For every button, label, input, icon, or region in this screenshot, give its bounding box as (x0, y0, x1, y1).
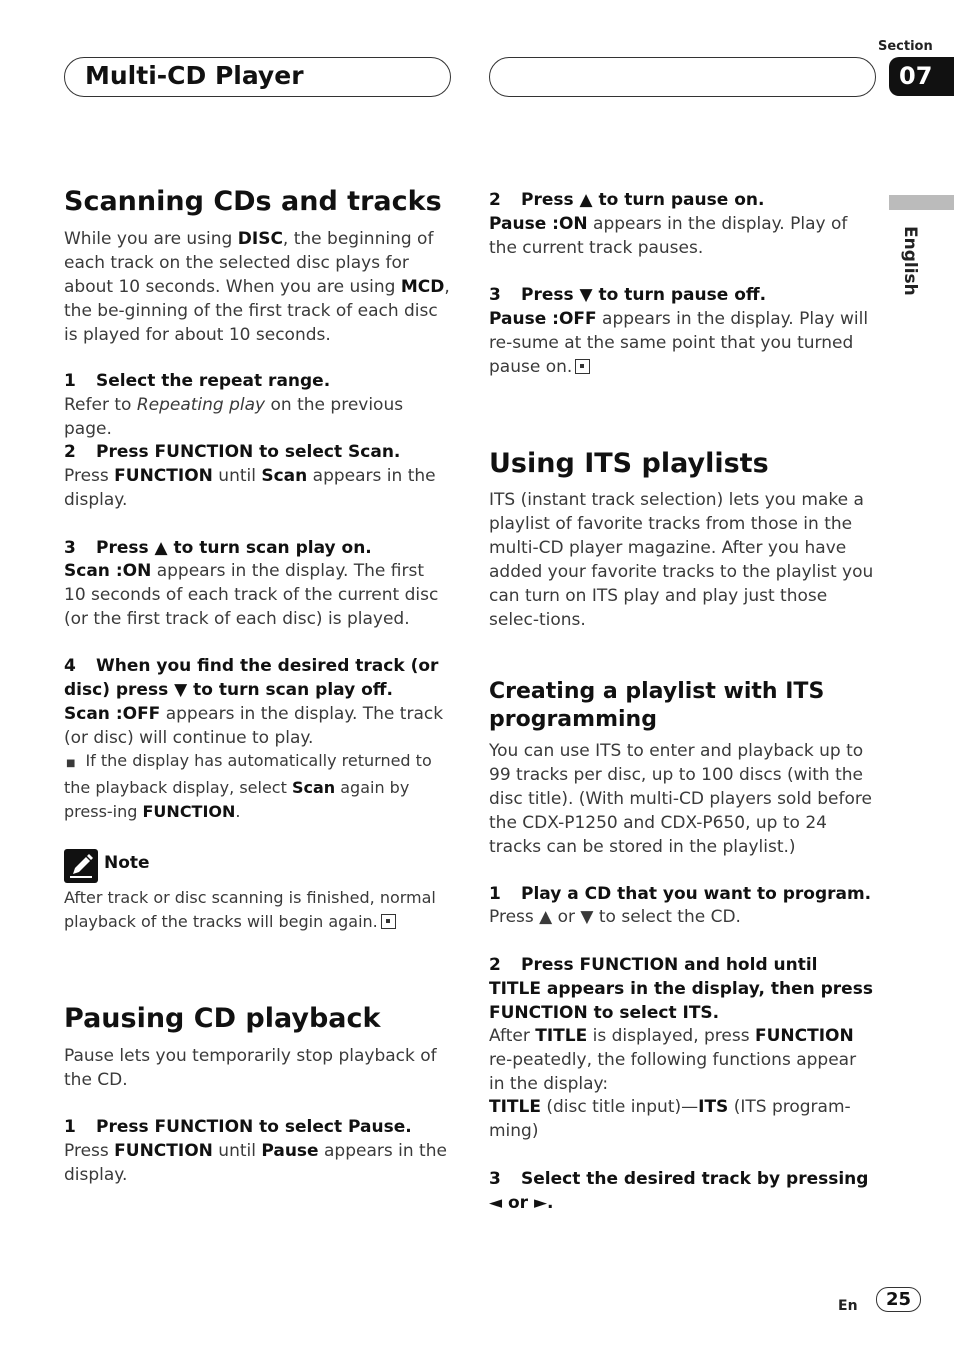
note-label: Note (104, 853, 150, 873)
bullet-icon: ■ (66, 758, 76, 769)
pause-step-3: 3 Press ▼ to turn pause off. (489, 285, 767, 305)
end-mark-icon (381, 914, 396, 929)
page-title: Multi-CD Player (85, 61, 304, 90)
scan-bullet: ■ If the display has automatically returned to the playback display, select Scan again by press-ing FUNCTION. (64, 751, 432, 821)
its-sub-heading: Creating a playlist with ITS programming (489, 679, 825, 732)
note-pencil-icon (64, 849, 98, 883)
pause-step-3-body: Pause :OFF appears in the display. Play will re-sume at the same point that you turned pause on. (489, 309, 869, 377)
language-tab (889, 195, 954, 210)
section-label: Section (878, 39, 933, 54)
scan-step-4: 4 When you find the desired track (or disc) press ▼ to turn scan play off. (64, 656, 439, 700)
end-mark-icon (575, 359, 590, 374)
scan-heading: Scanning CDs and tracks (64, 186, 442, 217)
footer-language: En (838, 1298, 858, 1314)
its-step-2-body: After TITLE is displayed, press FUNCTION re-peatedly, the following functions appear in the display: (489, 1026, 857, 1094)
section-number: 07 (889, 57, 954, 96)
its-heading: Using ITS playlists (489, 448, 769, 479)
its-step-3: 3 Select the desired track by pressing ◄ or ►. (489, 1169, 869, 1213)
scan-step-3: 3 Press ▲ to turn scan play on. (64, 538, 372, 558)
note-text: After track or disc scanning is finished, normal playback of the tracks will begin again. (64, 888, 436, 931)
scan-step-1: 1 Select the repeat range. (64, 371, 331, 391)
pause-intro: Pause lets you temporarily stop playback of the CD. (64, 1046, 437, 1090)
scan-intro: While you are using DISC, the beginning of each track on the selected disc plays for about 10 seconds. When you are using MCD, the be-ginning of the first track of each disc is played for about 10 seconds. (64, 229, 450, 345)
its-sub-intro: You can use ITS to enter and playback up to 99 tracks per disc, up to 100 discs (with the disc title). (With multi-CD players sold before the CDX-P1250 and CDX-P650, up to 24 tracks can be stored in the playlist.) (489, 741, 872, 857)
pause-heading: Pausing CD playback (64, 1003, 381, 1034)
language-label: English (900, 226, 920, 296)
page-number: 25 (876, 1287, 921, 1312)
pause-step-2-body: Pause :ON appears in the display. Play of the current track pauses. (489, 214, 848, 258)
pause-step-1: 1 Press FUNCTION to select Pause. (64, 1117, 412, 1137)
scan-step-4-body: Scan :OFF appears in the display. The track (or disc) will continue to play. (64, 704, 444, 748)
scan-step-3-body: Scan :ON appears in the display. The first 10 seconds of each track of the current disc (or the first track of each disc) is played. (64, 561, 439, 629)
its-step-2-functions: TITLE (disc title input)—ITS (ITS program-ming) (489, 1097, 851, 1141)
its-step-2: 2 Press FUNCTION and hold until TITLE appears in the display, then press FUNCTION to select ITS. (489, 955, 873, 1023)
header-blank-frame (489, 57, 876, 97)
its-step-1-body: Press ▲ or ▼ to select the CD. (489, 907, 741, 927)
scan-step-2-body: Press FUNCTION until Scan appears in the display. (64, 466, 436, 510)
its-step-1: 1 Play a CD that you want to program. (489, 884, 872, 904)
scan-step-1-body: Refer to Repeating play on the previous page. (64, 395, 404, 439)
its-intro: ITS (instant track selection) lets you make a playlist of favorite tracks from those in the multi-CD player magazine. After you have added your favorite tracks to the playlist you can turn on ITS play and play just those selec-tions. (489, 490, 874, 630)
scan-step-2: 2 Press FUNCTION to select Scan. (64, 442, 401, 462)
pause-step-2: 2 Press ▲ to turn pause on. (489, 190, 765, 210)
pause-step-1-body: Press FUNCTION until Pause appears in the display. (64, 1141, 447, 1185)
